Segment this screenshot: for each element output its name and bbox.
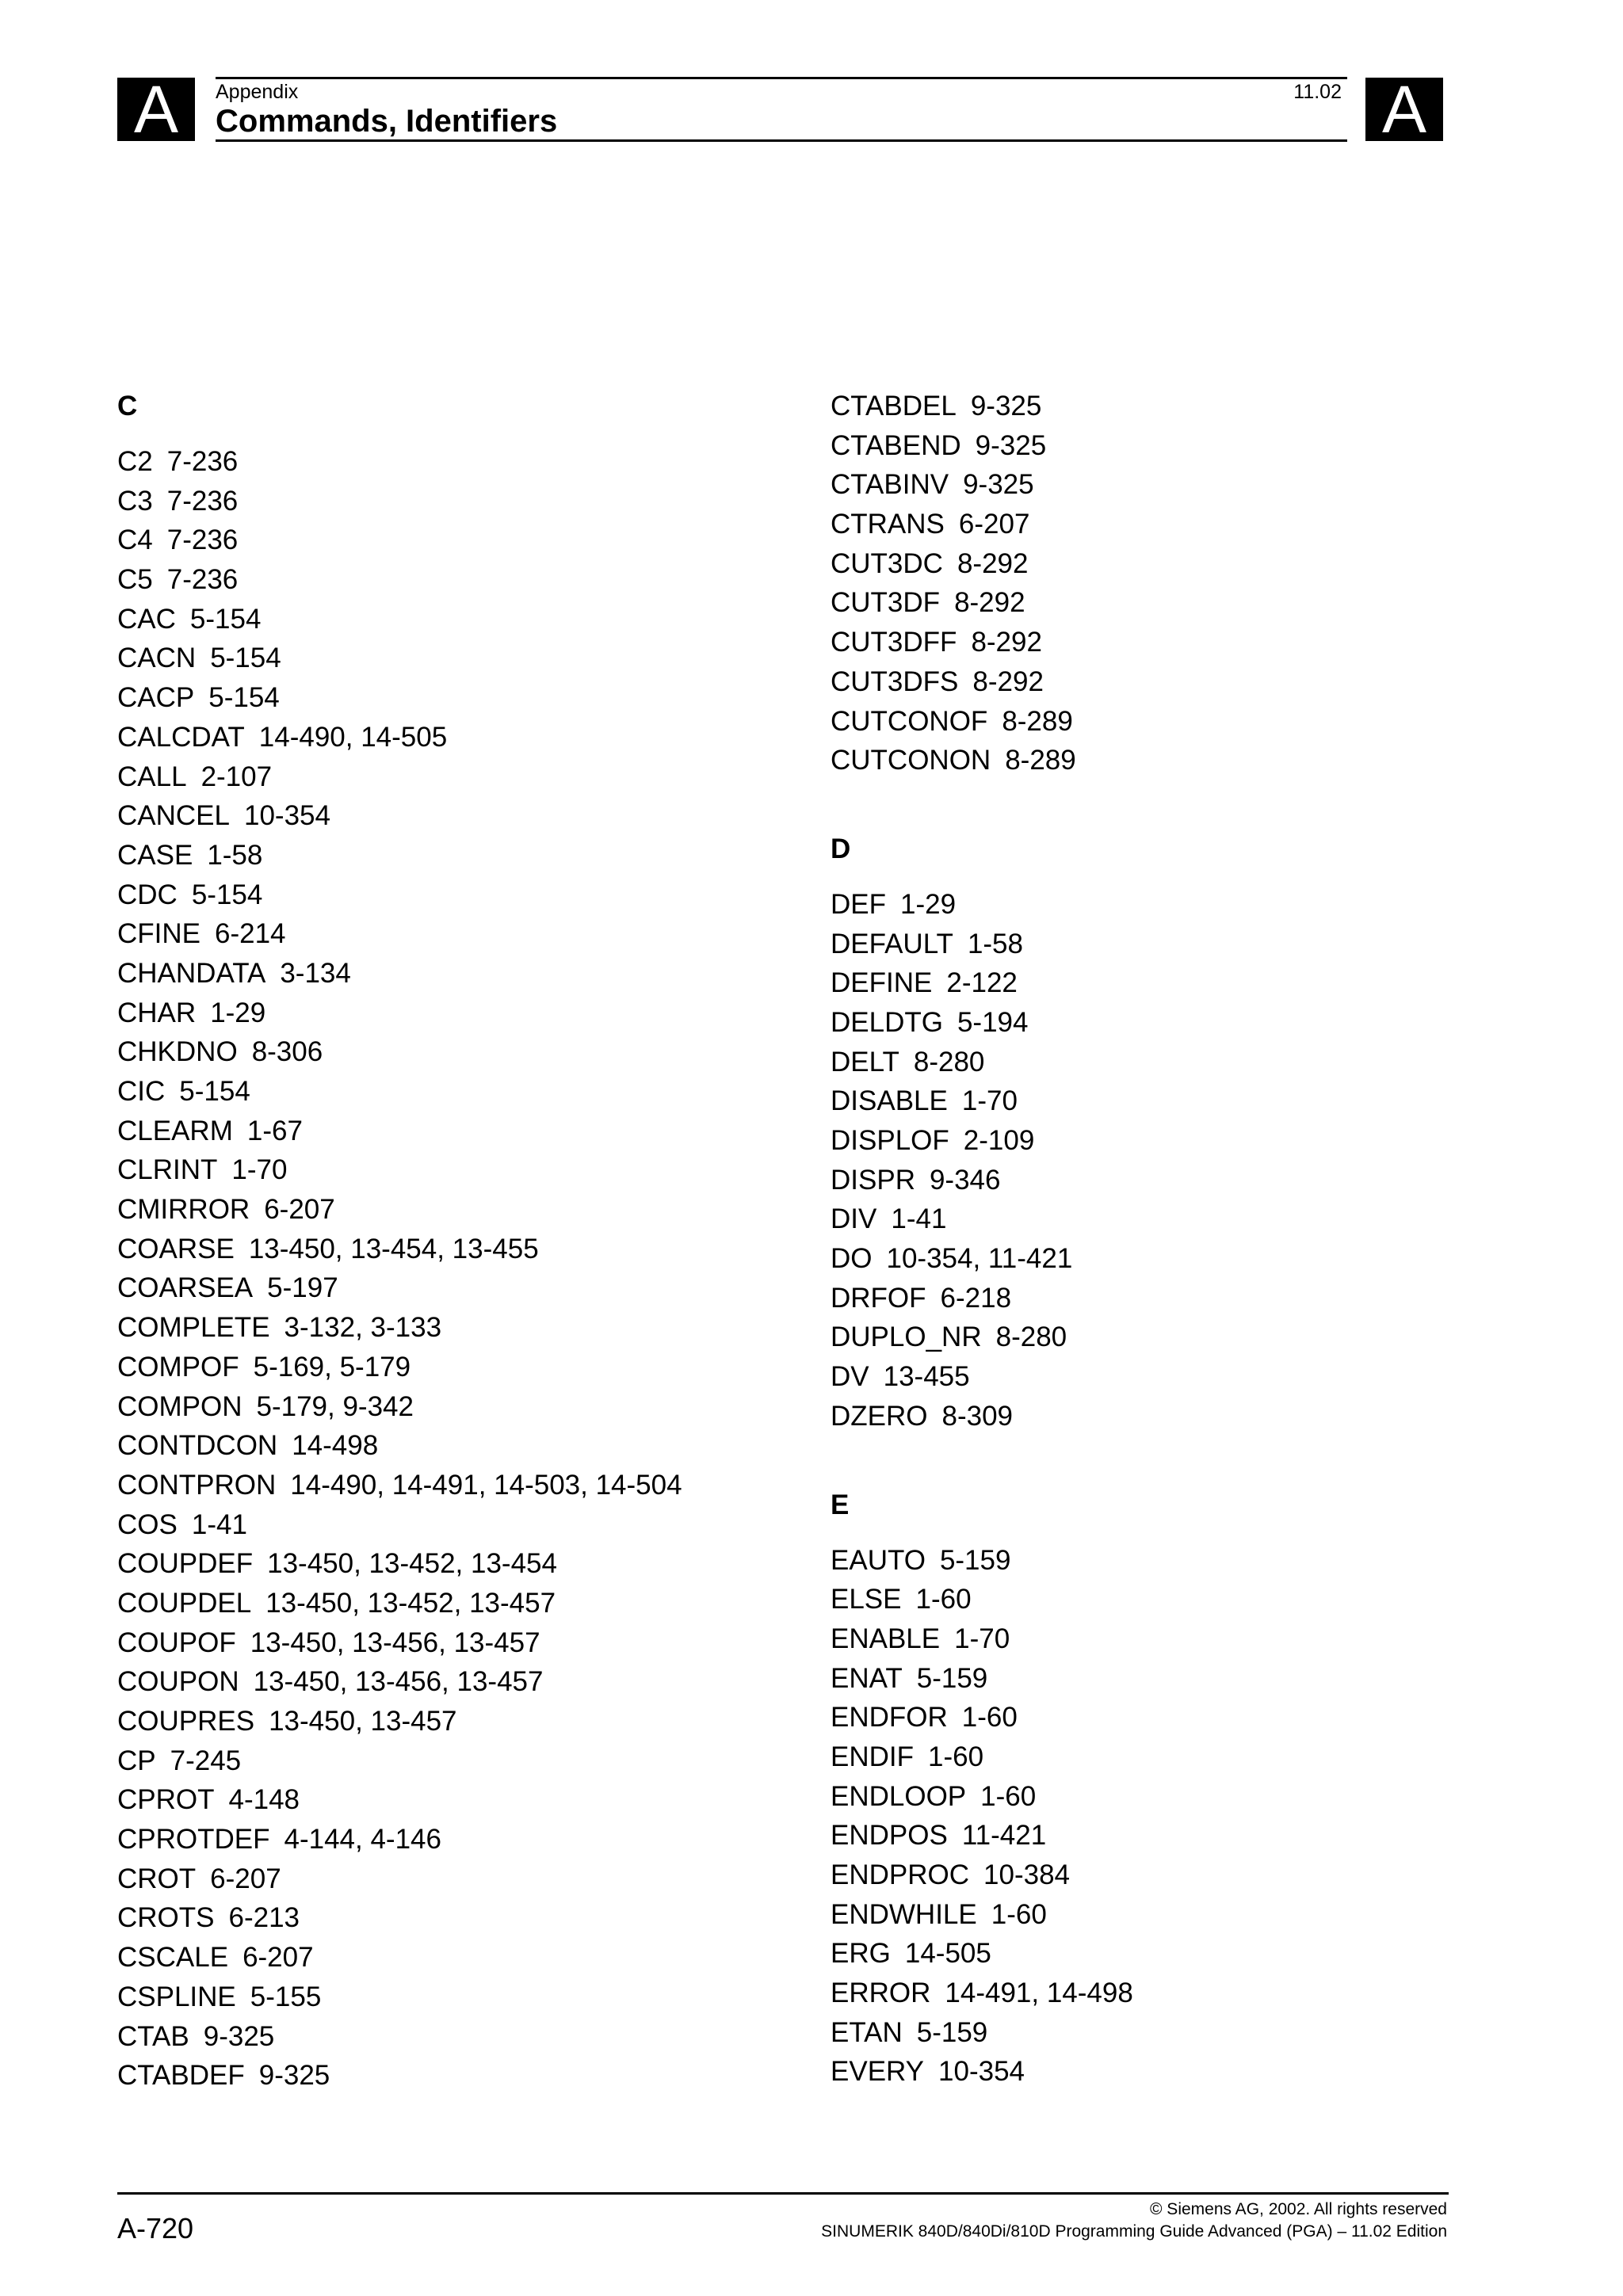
index-entry-command: CTABINV (831, 469, 949, 501)
index-entry (117, 1623, 815, 1663)
index-entry-command: CLEARM (117, 1115, 233, 1146)
index-entry-command: ENDPOS (831, 1820, 948, 1852)
index-entry-command: COUPON (117, 1666, 239, 1698)
index-entry-page-ref: 9-325 (203, 2020, 275, 2052)
index-entry-page-ref: 8-280 (913, 1046, 985, 1077)
index-entry-command: ENDWHILE (831, 1898, 977, 1930)
index-entry (831, 1397, 1528, 1436)
index-entry (831, 1239, 1528, 1279)
index-entry-page-ref: 13-450, 13-452, 13-457 (265, 1587, 556, 1619)
index-entry-page-ref: 2-122 (946, 967, 1018, 999)
index-entry (117, 796, 815, 836)
index-entry-page-ref: 2-109 (963, 1125, 1035, 1156)
index-entry-page-ref: 4-144, 4-146 (284, 1824, 441, 1855)
index-entry-command: CUT3DFF (831, 627, 957, 658)
index-entry (831, 1357, 1528, 1397)
index-entry-command: CONTPRON (117, 1469, 277, 1501)
index-entry-page-ref: 7-236 (166, 524, 239, 556)
index-entry (117, 2017, 815, 2057)
index-entry-command: CANCEL (117, 800, 230, 832)
index-entry-page-ref: 3-132, 3-133 (284, 1312, 442, 1344)
index-entry-command: ELSE (831, 1584, 902, 1615)
index-entry-command: C3 (117, 485, 153, 517)
footer-copyright: © Siemens AG, 2002. All rights reserved (1150, 2200, 1447, 2218)
index-entry-page-ref: 8-289 (1002, 705, 1073, 737)
index-entry-page-ref: 8-289 (1005, 745, 1076, 776)
index-entry (117, 1938, 815, 1978)
index-entry (831, 662, 1528, 702)
index-entry (831, 741, 1528, 780)
index-entry-page-ref: 9-325 (975, 429, 1047, 461)
index-entry-page-ref: 1-60 (928, 1741, 984, 1772)
index-entry-command: ERG (831, 1938, 891, 1970)
index-entry-page-ref: 14-491, 14-498 (945, 1978, 1133, 2009)
index-entry-page-ref: 1-70 (954, 1623, 1010, 1654)
header-rule-top (216, 77, 1347, 79)
index-entry (117, 1820, 815, 1859)
index-entry-command: CACP (117, 682, 195, 714)
index-entry (831, 505, 1528, 544)
header-section-label: Appendix (216, 81, 299, 103)
index-entry (831, 2052, 1528, 2092)
index-entry (117, 521, 815, 560)
index-entry-command: DIV (831, 1203, 877, 1235)
index-entry (117, 1112, 815, 1151)
index-entry-page-ref: 14-490, 14-491, 14-503, 14-504 (290, 1469, 682, 1501)
index-entry (831, 623, 1528, 662)
index-entry (117, 1978, 815, 2017)
index-entry-page-ref: 6-213 (228, 1902, 300, 1934)
index-entry-page-ref: 1-60 (980, 1780, 1037, 1812)
index-entry (117, 600, 815, 639)
index-entry-page-ref: 1-70 (231, 1154, 288, 1186)
index-entry-command: COARSEA (117, 1272, 254, 1304)
index-entry-page-ref: 5-154 (208, 682, 280, 714)
index-entry (831, 1895, 1528, 1935)
index-entry-command: COUPOF (117, 1627, 236, 1658)
index-entry-command: C4 (117, 524, 153, 556)
index-entry (117, 1308, 815, 1348)
index-entry (117, 954, 815, 994)
index-entry-page-ref: 7-236 (166, 564, 239, 596)
page-number: A-720 (117, 2212, 194, 2245)
index-entry (117, 639, 815, 678)
index-entry (831, 1318, 1528, 1357)
index-entry (117, 875, 815, 915)
index-entry-command: EAUTO (831, 1544, 926, 1576)
index-entry (831, 1816, 1528, 1855)
index-entry-command: COARSE (117, 1233, 235, 1264)
index-entry (117, 1780, 815, 1820)
index-entry (831, 387, 1528, 426)
index-entry-command: CAC (117, 603, 176, 635)
index-entry (117, 1032, 815, 1072)
index-entry (831, 1199, 1528, 1239)
index-column-right (831, 387, 1528, 2092)
index-entry (831, 925, 1528, 964)
index-entry-command: CUTCONOF (831, 705, 988, 737)
index-entry-command: CONTDCON (117, 1430, 278, 1462)
index-entry-page-ref: 13-450, 13-457 (269, 1706, 457, 1737)
index-entry-page-ref: 6-207 (264, 1194, 335, 1226)
index-entry-command: EVERY (831, 2056, 925, 2088)
index-entry-page-ref: 5-154 (210, 643, 281, 674)
index-entry-page-ref: 5-197 (267, 1272, 338, 1304)
index-entry (117, 1150, 815, 1190)
index-entry (831, 885, 1528, 925)
index-entry (831, 1974, 1528, 2013)
index-entry-page-ref: 1-58 (967, 928, 1023, 959)
index-entry-page-ref: 8-306 (251, 1036, 323, 1068)
index-entry-page-ref: 13-455 (883, 1361, 970, 1393)
index-entry-page-ref: 5-159 (916, 2016, 988, 2048)
index-entry (117, 482, 815, 521)
index-entry (831, 1081, 1528, 1121)
index-entry-command: CTRANS (831, 509, 945, 540)
index-entry (831, 583, 1528, 623)
index-entry-command: DRFOF (831, 1282, 926, 1314)
index-entry (831, 963, 1528, 1003)
appendix-badge-right: A (1365, 78, 1443, 141)
index-entry-page-ref: 2-107 (200, 761, 273, 792)
index-entry-command: CLRINT (117, 1154, 218, 1186)
index-entry-command: ENDPROC (831, 1859, 970, 1890)
index-entry-page-ref: 9-325 (970, 391, 1042, 421)
index-letter-heading: C (117, 391, 138, 421)
index-entry-page-ref: 14-498 (292, 1430, 379, 1462)
index-letter-heading: E (831, 1489, 850, 1520)
index-entry (831, 1121, 1528, 1161)
index-entry-page-ref: 7-245 (170, 1745, 242, 1776)
index-entry-page-ref: 10-354 (938, 2056, 1025, 2088)
index-entry-command: CUT3DF (831, 587, 941, 619)
index-entry (117, 678, 815, 718)
index-entry-page-ref: 3-134 (280, 957, 351, 989)
index-entry-command: CMIRROR (117, 1194, 250, 1226)
index-entry (831, 1659, 1528, 1699)
index-entry-command: COUPRES (117, 1706, 255, 1737)
index-entry (117, 1072, 815, 1112)
index-entry-command: DV (831, 1361, 869, 1393)
index-entry (117, 914, 815, 954)
index-entry-page-ref: 13-450, 13-456, 13-457 (250, 1627, 540, 1658)
index-entry-command: C5 (117, 564, 153, 596)
page-title: Commands, Identifiers (216, 104, 558, 139)
index-entry (117, 1505, 815, 1545)
index-entry-page-ref: 6-218 (940, 1282, 1012, 1314)
index-entry-command: DUPLO_NR (831, 1322, 982, 1353)
index-entry-command: DISPR (831, 1164, 915, 1196)
index-entry-page-ref: 5-155 (250, 1981, 322, 2012)
index-entry-page-ref: 9-346 (929, 1164, 1001, 1196)
index-entry (117, 1387, 815, 1427)
index-entry-command: COMPOF (117, 1351, 239, 1383)
appendix-badge-left: A (117, 78, 195, 141)
index-entry-command: CALCDAT (117, 721, 245, 753)
index-entry-command: CSPLINE (117, 1981, 236, 2012)
index-entry (117, 1898, 815, 1938)
index-entry-command: COMPLETE (117, 1312, 270, 1344)
index-entry-page-ref: 6-207 (958, 509, 1030, 540)
header-edition: 11.02 (1293, 81, 1342, 103)
index-entry (831, 1043, 1528, 1082)
index-entry-command: DELT (831, 1046, 899, 1077)
index-entry-page-ref: 8-292 (971, 627, 1042, 658)
index-entry (831, 1855, 1528, 1895)
index-entry-page-ref: 7-236 (166, 446, 239, 477)
index-entry-command: DO (831, 1243, 873, 1275)
index-entry-command: ENDIF (831, 1741, 914, 1772)
index-entry-page-ref: 6-207 (242, 1942, 314, 1974)
index-entry-command: CALL (117, 761, 187, 792)
index-entry (117, 442, 815, 482)
index-entry-page-ref: 1-29 (900, 888, 957, 920)
index-entry-command: CFINE (117, 918, 200, 950)
index-entry-page-ref: 5-169, 5-179 (253, 1351, 411, 1383)
index-entry (831, 1737, 1528, 1777)
index-entry-command: DEFAULT (831, 928, 953, 959)
index-entry-page-ref: 6-207 (210, 1863, 281, 1894)
index-entry (117, 994, 815, 1033)
index-entry-page-ref: 8-292 (954, 587, 1025, 619)
index-entry (117, 1230, 815, 1269)
index-entry-command: CROT (117, 1863, 197, 1894)
index-entry-command: CTABDEL (831, 391, 957, 421)
index-entry (831, 1003, 1528, 1043)
index-entry-command: CP (117, 1745, 156, 1776)
section-gap (831, 780, 1528, 830)
index-entry-page-ref: 1-67 (246, 1115, 303, 1146)
index-entry (117, 718, 815, 757)
index-entry-page-ref: 13-450, 13-452, 13-454 (267, 1548, 557, 1580)
section-gap (831, 1436, 1528, 1486)
index-entry-page-ref: 5-159 (916, 1662, 988, 1694)
index-entry (831, 1619, 1528, 1659)
index-entry-page-ref: 5-179, 9-342 (256, 1390, 414, 1422)
index-entry-command: DZERO (831, 1400, 928, 1432)
index-entry-page-ref: 14-505 (904, 1938, 991, 1970)
index-entry-page-ref: 5-154 (189, 603, 262, 635)
index-entry-command: CPROTDEF (117, 1824, 270, 1855)
index-entry-page-ref: 8-292 (972, 666, 1044, 697)
index-entry-page-ref: 13-450, 13-456, 13-457 (253, 1666, 544, 1698)
index-column-left (117, 387, 815, 2096)
index-entry-page-ref: 5-154 (191, 879, 263, 910)
index-entry-command: CHAR (117, 997, 197, 1028)
index-entry-page-ref: 5-194 (957, 1006, 1029, 1038)
index-entry-command: CUT3DFS (831, 666, 959, 697)
index-entry (831, 544, 1528, 584)
index-entry-command: CUTCONON (831, 745, 991, 776)
index-entry (117, 836, 815, 875)
index-entry-command: ENAT (831, 1662, 903, 1694)
index-entry-command: DEFINE (831, 967, 933, 999)
index-entry-page-ref: 11-421 (961, 1820, 1047, 1852)
index-entry (831, 1934, 1528, 1974)
index-entry-command: CTAB (117, 2020, 189, 2052)
index-entry-command: DELDTG (831, 1006, 943, 1038)
index-entry-page-ref: 1-60 (991, 1898, 1047, 1930)
index-entry (831, 1698, 1528, 1737)
index-entry-command: C2 (117, 446, 153, 477)
index-entry-command: CPROT (117, 1784, 215, 1816)
index-entry-page-ref: 6-214 (215, 918, 286, 950)
index-entry-command: COMPON (117, 1390, 242, 1422)
index-entry-command: CHANDATA (117, 957, 266, 989)
index-entry (117, 1466, 815, 1505)
index-entry (117, 1662, 815, 1702)
index-entry (117, 2056, 815, 2096)
index-entry-page-ref: 10-384 (983, 1859, 1071, 1890)
index-entry-command: CHKDNO (117, 1036, 238, 1068)
index-entry (831, 426, 1528, 466)
index-entry-command: DISPLOF (831, 1125, 949, 1156)
index-entry-page-ref: 9-325 (258, 2060, 330, 2092)
header-rule-bottom (216, 139, 1347, 142)
index-entry-command: COS (117, 1508, 178, 1540)
index-entry (117, 1268, 815, 1308)
index-entry-command: CACN (117, 643, 197, 674)
index-entry-command: DISABLE (831, 1085, 948, 1117)
index-entry-command: DEF (831, 888, 886, 920)
index-entry (831, 1777, 1528, 1817)
index-entry-page-ref: 5-159 (939, 1544, 1011, 1576)
index-entry (117, 757, 815, 797)
index-entry-page-ref: 8-309 (941, 1400, 1014, 1432)
index-entry-page-ref: 1-58 (207, 839, 263, 871)
index-entry-command: CASE (117, 839, 193, 871)
index-entry-command: CSCALE (117, 1942, 229, 1974)
index-entry-page-ref: 1-70 (961, 1085, 1018, 1117)
index-entry (117, 1859, 815, 1899)
index-entry-command: ENDLOOP (831, 1780, 967, 1812)
index-entry-page-ref: 5-154 (179, 1076, 250, 1107)
index-entry-command: CROTS (117, 1902, 215, 1934)
index-entry (831, 1541, 1528, 1581)
index-entry-page-ref: 8-280 (995, 1322, 1067, 1353)
index-entry-page-ref: 1-60 (961, 1702, 1018, 1733)
index-entry (117, 560, 815, 600)
index-entry (831, 2013, 1528, 2053)
index-entry-page-ref: 4-148 (228, 1784, 300, 1816)
index-entry-page-ref: 13-450, 13-454, 13-455 (248, 1233, 539, 1264)
index-entry-command: COUPDEF (117, 1548, 254, 1580)
index-entry (117, 1348, 815, 1387)
index-entry (831, 1279, 1528, 1318)
index-entry (831, 1161, 1528, 1200)
index-entry (117, 1426, 815, 1466)
index-entry-page-ref: 10-354, 11-421 (886, 1243, 1073, 1275)
index-entry-command: CUT3DC (831, 547, 943, 579)
index-entry (117, 1190, 815, 1230)
index-entry-command: ETAN (831, 2016, 903, 2048)
index-entry (117, 1702, 815, 1741)
index-entry-page-ref: 7-236 (166, 485, 239, 517)
index-entry-page-ref: 10-354 (243, 800, 330, 832)
index-entry-command: CIC (117, 1076, 166, 1107)
footer-document-title: SINUMERIK 840D/840Di/810D Programming Guide Advanced (PGA) – 11.02 Edition (821, 2222, 1447, 2241)
index-entry (831, 465, 1528, 505)
index-entry-page-ref: 1-60 (915, 1584, 972, 1615)
index-entry-command: CTABDEF (117, 2060, 245, 2092)
index-entry (117, 1544, 815, 1584)
index-entry-page-ref: 1-41 (191, 1508, 247, 1540)
index-entry-command: CTABEND (831, 429, 961, 461)
index-entry-page-ref: 14-490, 14-505 (258, 721, 448, 753)
index-entry-command: ENABLE (831, 1623, 941, 1654)
footer-rule (117, 2192, 1449, 2195)
index-entry-page-ref: 8-292 (957, 547, 1029, 579)
index-entry-command: CDC (117, 879, 178, 910)
index-entry (117, 1584, 815, 1623)
index-entry-command: ERROR (831, 1978, 931, 2009)
index-entry-command: ENDFOR (831, 1702, 948, 1733)
index-entry (831, 702, 1528, 742)
index-entry-page-ref: 1-41 (891, 1203, 947, 1235)
index-entry (831, 1580, 1528, 1619)
index-entry-page-ref: 9-325 (963, 469, 1034, 501)
index-entry-command: COUPDEL (117, 1587, 252, 1619)
index-entry-page-ref: 1-29 (210, 997, 266, 1028)
index-entry (117, 1741, 815, 1781)
index-letter-heading: D (831, 833, 851, 864)
